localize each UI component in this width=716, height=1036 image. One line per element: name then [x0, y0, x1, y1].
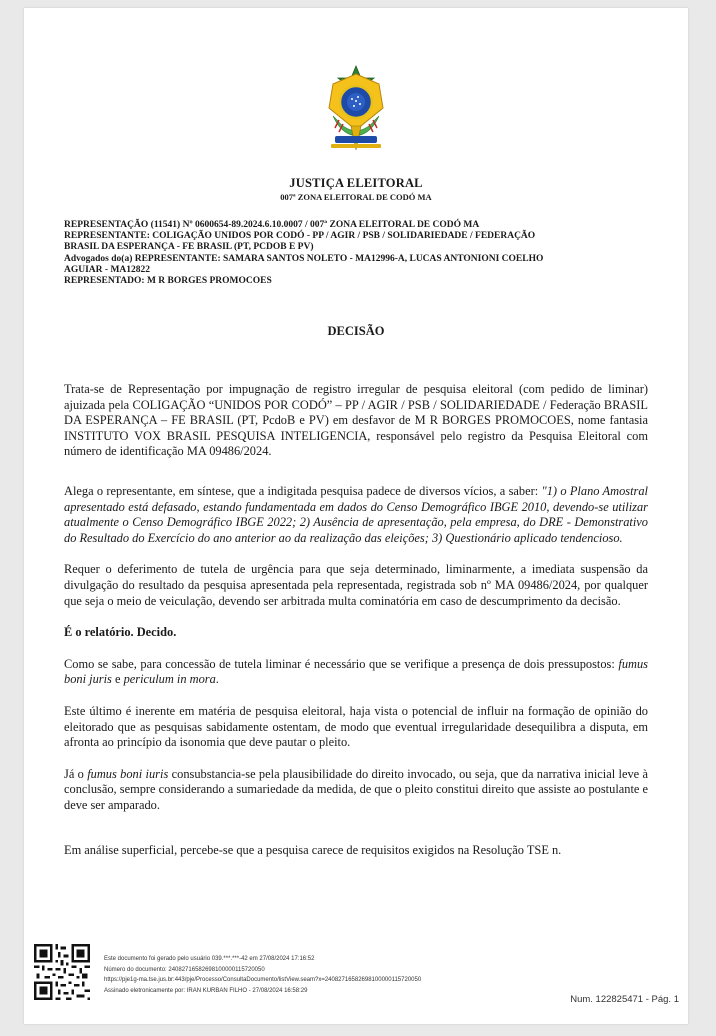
page-number: Num. 122825471 - Pág. 1 [570, 994, 679, 1005]
document-footer [34, 944, 684, 1014]
case-header [64, 220, 624, 287]
defendant-line: REPRESENTADO: M R BORGES PROMOCOES [64, 276, 272, 287]
generated-by-line: Este documento foi gerado pelo usuário 039.***.***-42 em 27/08/2024 17:16:52 [104, 956, 315, 962]
lawyers-line-cont: AGUIAR - MA12822 [64, 264, 151, 275]
paragraph-requirements: Como se sabe, para concessão de tutela liminar é necessário que se verifique a presença de dois pressupostos: fumus boni juris e periculum in mora. [64, 656, 648, 687]
paragraph-request: Requer o deferimento de tutela de urgência para que seja determinado, liminarmente, a imediata suspensão da divulgação do resultado da pesquisa apresentada pela representada, registrada sob nº MA 09486/2024, por qualquer que seja o meio de veiculação, devendo ser arbitrada multa cominatória em caso de descumprimento da decisão. [64, 562, 648, 608]
brazil-coat-of-arms-icon [321, 64, 391, 154]
plaintiff-line-cont: BRASIL DA ESPERANÇA - FE BRASIL (PT, PCDOB E PV) [64, 242, 314, 253]
court-name: JUSTIÇA ELEITORAL [289, 176, 423, 190]
decision-title: DECISÃO [327, 324, 385, 338]
paragraph-periculum: Este último é inerente em matéria de pesquisa eleitoral, haja vista o potencial de influir na formação de opinião do eleitorado que as pesquisas sabidamente ostentam, de modo que eventual irregularidade desequilibra a disputa, em afronta ao princípio da isonomia que deve pautar o pleito. [64, 703, 648, 750]
plaintiff-line: REPRESENTANTE: COLIGAÇÃO UNIDOS POR CODÓ - PP / AGIR / PSB / SOLIDARIEDADE / FEDERAÇÃO [64, 231, 536, 242]
lawyers-line: Advogados do(a) REPRESENTANTE: SAMARA SANTOS NOLETO - MA12996-A, LUCAS ANTONIONI COELHO [64, 253, 544, 264]
paragraph-report: É o relatório. Decido. [64, 625, 177, 640]
document-url-link[interactable]: https://pje1g-ma.tse.jus.br:443/pje/Processo/ConsultaDocumento/listView.seam?x=24082716582698100000115720050 [104, 977, 422, 984]
signature-info [104, 954, 574, 996]
paragraph-fumus: Já o fumus boni iuris consubstancia-se pela plausibilidade do direito invocado, ou seja, que da narrativa inicial leve à conclusão, sempre considerando a sumariedade da medida, de que o pleito constitui direito que assiste ao postulante e deve ser amparado. [64, 766, 648, 812]
electoral-zone: 007ª ZONA ELEITORAL DE CODÓ MA [280, 192, 432, 202]
paragraph-allegations: Alega o representante, em síntese, que a indigitada pesquisa padece de diversos vícios, a saber: "1) o Plano Amostral apresentado está defasado, estando fundamentada em dados do Censo Demográfico IBGE 2010, devendo-se utilizar atualmente o Censo Demográfico IBGE 2022; 2) Ausência de apresentação, pela empresa, do DRE - Demonstrativo do Resultado do Exercício do ano anterior ao da realização das eleições; 3) Questionário aplicado tendencioso. [64, 483, 648, 545]
case-number-line: REPRESENTAÇÃO (11541) Nº 0600654-89.2024.6.10.0007 / 007ª ZONA ELEITORAL DE CODÓ MA [64, 220, 480, 230]
signed-by-line: Assinado eletronicamente por: IRAN KURBAN FILHO - 27/08/2024 16:58:29 [104, 987, 308, 994]
paragraph-analysis: Em análise superficial, percebe-se que a pesquisa carece de requisitos exigidos na Resolução TSE n. [64, 843, 562, 858]
paragraph-intro: Trata-se de Representação por impugnação de registro irregular de pesquisa eleitoral (com pedido de liminar) ajuizada pela COLIGAÇÃO “UNIDOS POR CODÓ” – PP / AGIR / PSB / SOLIDARIEDADE / Federação BRASIL DA ESPERANÇA – FE BRASIL (PT, PcdoB e PV) em desfavor de M R BORGES PROMOCOES, nome fantasia INSTITUTO VOX BRASIL PESQUISA INTELIGENCIA, responsável pelo registro da Pesquisa Eleitoral com número de identificação MA 09486/2024. [64, 382, 648, 459]
decision-body [64, 382, 648, 859]
document-number-line: Número do documento: 24082716582698100000115720050 [104, 966, 265, 973]
document-page [24, 8, 688, 1024]
qr-code-icon[interactable] [34, 944, 90, 1000]
